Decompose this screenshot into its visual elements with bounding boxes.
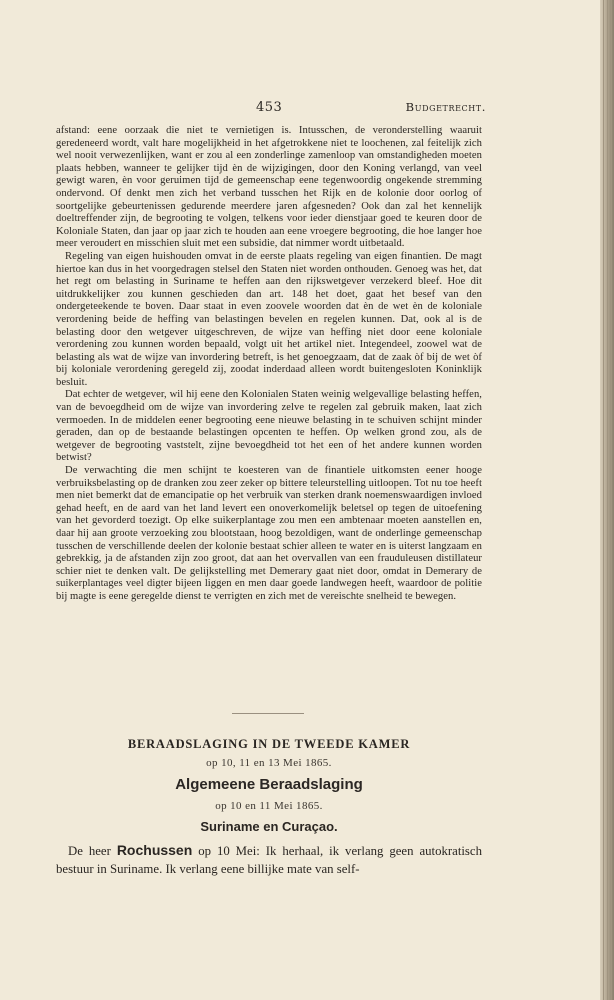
paragraph: Dat echter de wetgever, wil hij eene den Kolonialen Staten weinig welgevallige belasting heffen, van de bevoegdheid om de wijze van invordering zelve te regelen zal gebruik maken, laat zich vermoeden. In de middelen eener begrooting eene nieuwe belasting in te schuiven schijnt minder geraden, dan op de bestaande belastingen opcenten te heffen. Op welken grond zou, als de wetgever de begrooting vaststelt, zijne bevoegdheid tot het een of het andere kunnen worden betwist? xyxy=(56,389,482,464)
page-header xyxy=(56,100,486,118)
section-title: BERAADSLAGING IN DE TWEEDE KAMER xyxy=(127,737,411,751)
speech-text: op 10 Mei: Ik herhaal, ik verlang geen autokratisch bestuur in Suriname. Ik verlang eene billijke mate van self- xyxy=(56,844,482,876)
paragraph: De verwachting die men schijnt te koesteren van de finantiele uitkomsten eener hooge verbruiksbelasting op de dranken zou zeer zeker op bittere teleurstelling uitloopen. Tot nu toe heeft men niet bemerkt dat de emancipatie op het verbruik van sterken drank noemenswaardigen invloed gehad heeft, en de aard van het land levert een onoverkomelijk beletsel op tegen de uitoefening van het gevorderd toezigt. Op elke suikerplantage zou men een ambtenaar moeten aanstellen en, daar hij aan groote verzoeking zou blootstaan, hoog bezoldigen, want de onderlinge gemeenschap tusschen de verschillende deelen der kolonie bestaat schier alleen te water en is uiterst langzaam en gebrekkig, ja de afstanden zijn zoo groot, dat aan het overvallen van een frauduleusen distillateur schier niet te denken valt. De gelijkstelling met Demerary gaat niet door, omdat in Demerary de suikerplantages veel digter bijeen liggen en men daar goede landwegen heeft, waardoor de politie bij magte is eene geregelde dienst te verrigten en zich met de vereischte snelheid te bewegen. xyxy=(56,465,482,602)
page-number: 453 xyxy=(256,100,283,115)
page-edge xyxy=(600,0,614,1000)
speaker-name: Rochussen xyxy=(116,842,193,858)
section-subtitle: Algemeene Beraadslaging xyxy=(175,776,363,793)
section-divider xyxy=(232,713,304,714)
speech-prefix: De heer xyxy=(68,844,111,858)
paragraph: Regeling van eigen huishouden omvat in de eerste plaats regeling van eigen finantien. De magt hiertoe kan dus in het voorgedragen stelsel den Staten niet worden onthouden. Genoeg was het, dat het regt om belasting in Suriname te heffen aan den rijkswetgever verzekerd bleef. Hoe dit uitdrukkelijker zou kunnen geschieden dan art. 148 het doet, gaat het besef van den ondergeteekende te boven. Daar staat in even zoovele woorden dat èn de wet èn de koloniale verordening beide de heffing van belastingen bevelen en regelen kunnen. Dat, ook al is de belasting door den wetgever uitgeschreven, de wijze van heffing niet door eene koloniale verordening zou kunnen worden bepaald, volgt uit het artikel niet. Integendeel, zoowel wat de belasting als wat de wijze van invordering betreft, is het genoegzaam, dat de zaak òf bij de wet òf bij koloniale verordening geregeld zij, zoodat inderdaad alleen wordt buitengesloten Koninklijk besluit. xyxy=(56,250,482,388)
section-topic: Suriname en Curaçao. xyxy=(200,819,338,834)
section-dates: op 10, 11 en 13 Mei 1865. xyxy=(206,757,332,769)
paragraph: afstand: eene oorzaak die niet te vernietigen is. Intusschen, de veronderstelling waaruit geredeneerd wordt, valt hare mogelijkheid in het afgetrokkene niet te loochenen, zal feitelijk zich wel nooit verwezenlijken, want er zou al een zonderlinge zamenloop van omstandigheden moeten plaats hebben, wanneer te gelijker tijd èn de wijzigingen, door den Koning verlangd, van veel gewigt waren, èn voor geruimen tijd de gemeenschap eene tegenwoordig ongekende stremming ondervond. Of denkt men zich het verband tusschen het Rijk en de kolonie door oorlog of soortgelijke gebeurtenissen gedurende meerdere jaren afgesneden? Ook dan zal het kennelijk doeltreffender zijn, de begrooting te volgen, telkens voor ieder dienstjaar goed te keuren door de Koloniale Staten, dan jaar op jaar zich te houden aan eene vroegere begrooting, die hoe langer hoe meer veroudert en misschien sluit met een subsidie, dat nimmer wordt uitbetaald. xyxy=(56,125,482,250)
subtitle-dates: op 10 en 11 Mei 1865. xyxy=(215,800,323,812)
body-text xyxy=(56,125,482,604)
running-head: Budgetrecht. xyxy=(405,100,486,114)
edge-line xyxy=(607,0,608,1000)
speech xyxy=(56,841,482,878)
speech-paragraph xyxy=(56,841,482,878)
edge-line xyxy=(603,0,604,1000)
edge-line xyxy=(611,0,612,1000)
